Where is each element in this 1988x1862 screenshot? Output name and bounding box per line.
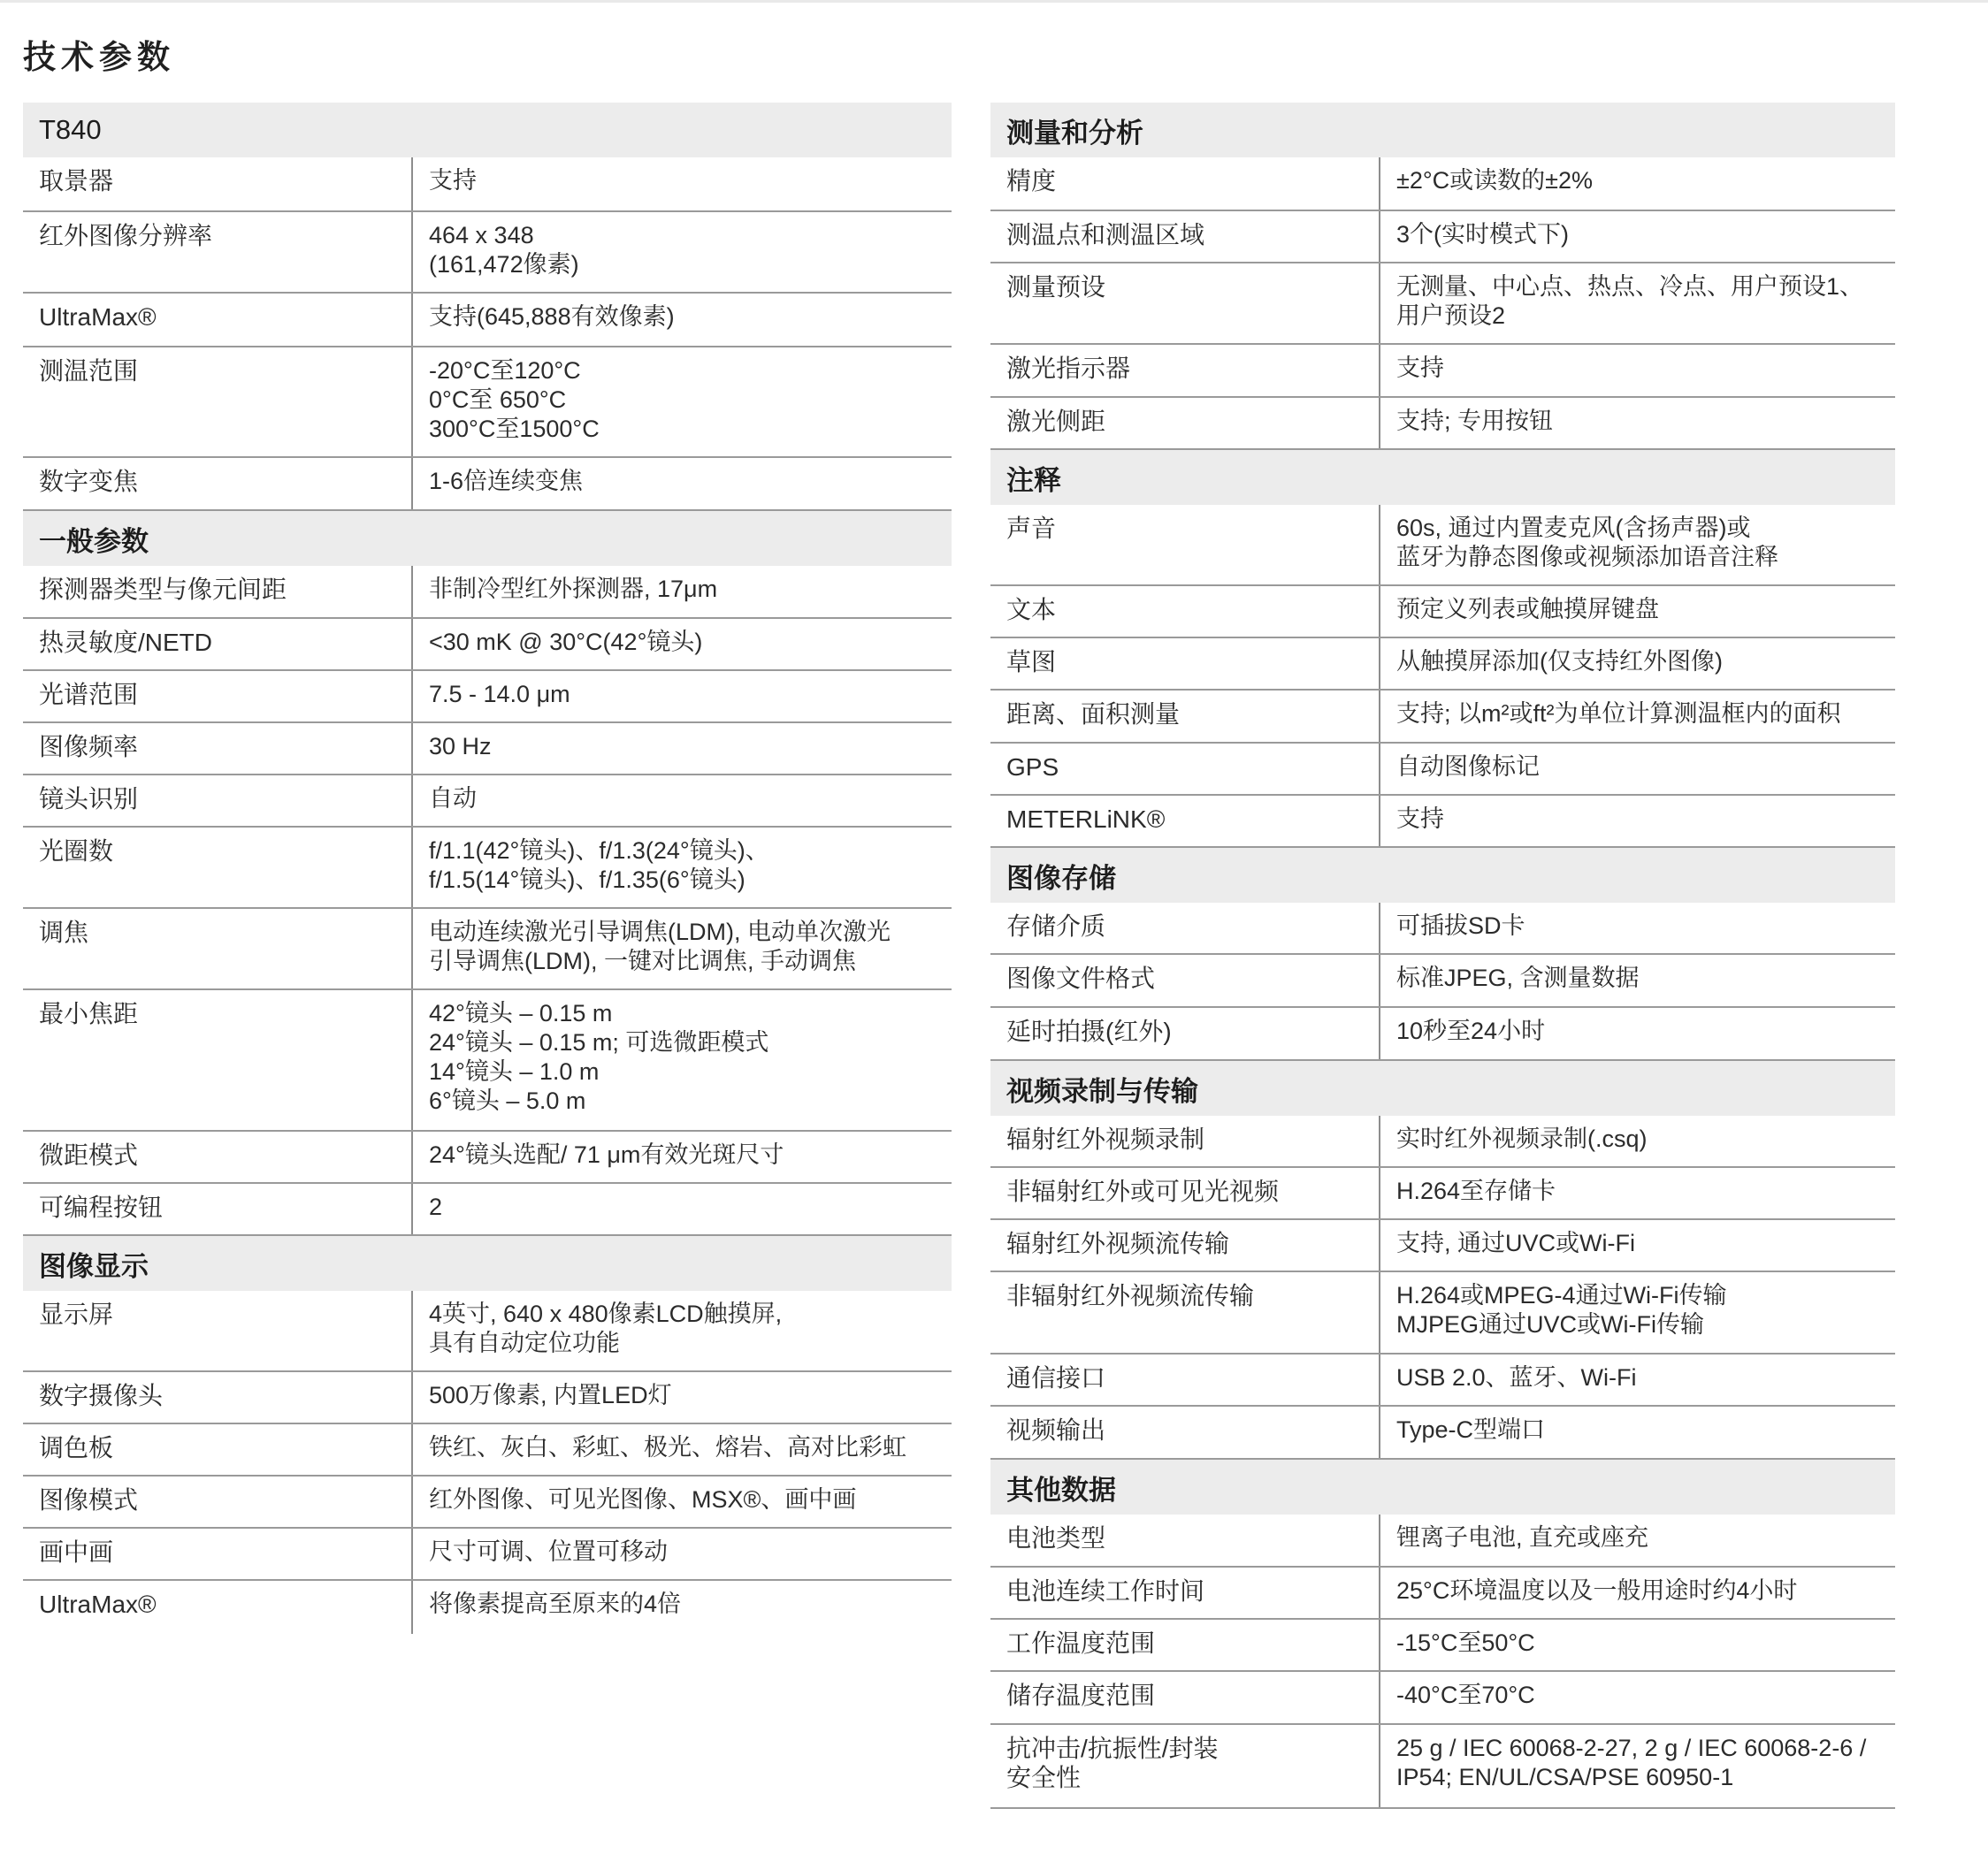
spec-row — [23, 671, 952, 723]
section-header: 图像存储 — [990, 848, 1895, 903]
spec-label: 电池连续工作时间 — [1006, 1577, 1205, 1605]
spec-row — [990, 263, 1895, 345]
spec-row — [23, 828, 952, 909]
spec-label: 精度 — [1006, 167, 1057, 195]
spec-label: 储存温度范围 — [1006, 1682, 1156, 1709]
spec-value: 实时红外视频录制(.csq) — [1379, 1116, 1895, 1166]
spec-label: 激光侧距 — [1006, 408, 1106, 435]
spec-value: 10秒至24小时 — [1379, 1008, 1895, 1059]
spec-label: 取景器 — [39, 167, 114, 195]
spec-label: 辐射红外视频录制 — [1006, 1126, 1205, 1153]
spec-label: 视频输出 — [1006, 1416, 1106, 1444]
spec-value: 非制冷型红外探测器, 17μm — [411, 566, 952, 617]
spec-value: 锂离子电池, 直充或座充 — [1379, 1515, 1895, 1566]
spec-value: 464 x 348 (161,472像素) — [411, 212, 952, 292]
spec-label: 存储介质 — [1006, 912, 1106, 940]
spec-row — [23, 1372, 952, 1424]
spec-value: -40°C至70°C — [1379, 1672, 1895, 1723]
spec-value: 支持(645,888有效像素) — [411, 294, 952, 346]
spec-value: 电动连续激光引导调焦(LDM), 电动单次激光 引导调焦(LDM), 一键对比调焦, 手动调焦 — [411, 909, 952, 988]
spec-value: 2 — [411, 1184, 952, 1234]
spec-row — [990, 1568, 1895, 1620]
section-header: 视频录制与传输 — [990, 1061, 1895, 1116]
spec-row — [990, 1008, 1895, 1061]
spec-row — [23, 1477, 952, 1529]
section-header: 注释 — [990, 450, 1895, 505]
spec-row — [990, 157, 1895, 211]
spec-label: 热灵敏度/NETD — [39, 629, 213, 656]
section-header: 其他数据 — [990, 1460, 1895, 1515]
spec-value: 500万像素, 内置LED灯 — [411, 1372, 952, 1423]
spec-row — [990, 638, 1895, 691]
spec-value: H.264或MPEG-4通过Wi-Fi传输 MJPEG通过UVC或Wi-Fi传输 — [1379, 1272, 1895, 1353]
spec-row — [990, 1515, 1895, 1568]
spec-label: 测温范围 — [39, 357, 139, 385]
spec-value: 支持; 以m²或ft²为单位计算测温框内的面积 — [1379, 691, 1895, 742]
spec-row — [23, 212, 952, 294]
spec-column-left — [23, 103, 952, 1634]
spec-label: 非辐射红外视频流传输 — [1006, 1282, 1255, 1309]
spec-row — [23, 909, 952, 990]
spec-label: 微距模式 — [39, 1141, 139, 1169]
spec-row — [23, 566, 952, 619]
spec-label: 工作温度范围 — [1006, 1629, 1156, 1657]
spec-label: 红外图像分辨率 — [39, 222, 213, 249]
spec-row — [990, 744, 1895, 796]
spec-label: 电池类型 — [1006, 1524, 1106, 1552]
spec-label: 图像文件格式 — [1006, 965, 1156, 992]
spec-label: 文本 — [1006, 596, 1057, 623]
spec-value: -20°C至120°C 0°C至 650°C 300°C至1500°C — [411, 347, 952, 456]
spec-row — [23, 1132, 952, 1184]
spec-label: 声音 — [1006, 515, 1057, 542]
spec-label: 测温点和测温区域 — [1006, 221, 1205, 248]
spec-label: 数字变焦 — [39, 468, 139, 495]
spec-value: 4英寸, 640 x 480像素LCD触摸屏, 具有自动定位功能 — [411, 1291, 952, 1370]
spec-value: -15°C至50°C — [1379, 1620, 1895, 1670]
spec-row — [990, 1272, 1895, 1355]
spec-value: 铁红、灰白、彩虹、极光、熔岩、高对比彩虹 — [411, 1424, 952, 1475]
spec-row — [23, 1581, 952, 1634]
page-title: 技术参数 — [23, 39, 175, 75]
spec-row — [990, 1168, 1895, 1220]
spec-value: 可插拔SD卡 — [1379, 903, 1895, 953]
spec-value: 自动 — [411, 775, 952, 826]
spec-value: Type-C型端口 — [1379, 1407, 1895, 1458]
spec-value: USB 2.0、蓝牙、Wi-Fi — [1379, 1355, 1895, 1405]
spec-row — [990, 398, 1895, 450]
spec-row — [23, 619, 952, 671]
spec-label: 草图 — [1006, 648, 1057, 675]
spec-row — [990, 1620, 1895, 1672]
spec-value: 25 g / IEC 60068-2-27, 2 g / IEC 60068-2-6 / IP54; EN/UL/CSA/PSE 60950-1 — [1379, 1725, 1895, 1807]
spec-value: 无测量、中心点、热点、冷点、用户预设1、 用户预设2 — [1379, 263, 1895, 343]
spec-row — [23, 1424, 952, 1477]
spec-row — [990, 1725, 1895, 1809]
spec-row — [990, 586, 1895, 638]
spec-value: 支持 — [1379, 345, 1895, 396]
spec-value: 将像素提高至原来的4倍 — [411, 1581, 952, 1634]
spec-row — [23, 723, 952, 775]
section-header: 一般参数 — [23, 511, 952, 566]
spec-label: 数字摄像头 — [39, 1382, 164, 1409]
spec-row — [23, 1529, 952, 1581]
spec-label: 探测器类型与像元间距 — [39, 576, 287, 603]
spec-value: 尺寸可调、位置可移动 — [411, 1529, 952, 1579]
spec-label: 非辐射红外或可见光视频 — [1006, 1178, 1280, 1205]
spec-value: <30 mK @ 30°C(42°镜头) — [411, 619, 952, 669]
spec-row — [23, 1184, 952, 1236]
spec-value: 42°镜头 – 0.15 m 24°镜头 – 0.15 m; 可选微距模式 14°镜头 – 1.0 m 6°镜头 – 5.0 m — [411, 990, 952, 1130]
spec-value: 支持 — [411, 157, 952, 210]
spec-value: 支持, 通过UVC或Wi-Fi — [1379, 1220, 1895, 1271]
spec-label: 可编程按钮 — [39, 1194, 164, 1221]
spec-label: GPS — [1006, 753, 1059, 781]
spec-row — [990, 1355, 1895, 1407]
spec-row — [23, 294, 952, 347]
spec-label: 调色板 — [39, 1434, 114, 1461]
spec-value: 从触摸屏添加(仅支持红外图像) — [1379, 638, 1895, 689]
spec-value: ±2°C或读数的±2% — [1379, 157, 1895, 210]
spec-value: 支持; 专用按钮 — [1379, 398, 1895, 448]
spec-label: 最小焦距 — [39, 1000, 139, 1027]
spec-label: METERLiNK® — [1006, 805, 1166, 833]
spec-label: 显示屏 — [39, 1301, 114, 1328]
spec-row — [990, 1407, 1895, 1460]
spec-value: 30 Hz — [411, 723, 952, 774]
spec-value: 红外图像、可见光图像、MSX®、画中画 — [411, 1477, 952, 1527]
spec-row — [23, 347, 952, 458]
spec-row — [990, 1672, 1895, 1725]
spec-row — [23, 990, 952, 1132]
spec-label: 光圈数 — [39, 837, 114, 865]
spec-row — [990, 505, 1895, 586]
spec-label: 辐射红外视频流传输 — [1006, 1230, 1230, 1257]
spec-value: H.264至存储卡 — [1379, 1168, 1895, 1218]
spec-row — [990, 1116, 1895, 1168]
spec-value: 60s, 通过内置麦克风(含扬声器)或 蓝牙为静态图像或视频添加语音注释 — [1379, 505, 1895, 584]
spec-value: 支持 — [1379, 796, 1895, 846]
spec-value: 预定义列表或触摸屏键盘 — [1379, 586, 1895, 637]
spec-column-right — [990, 103, 1895, 1809]
spec-value: 7.5 - 14.0 μm — [411, 671, 952, 721]
spec-label: 距离、面积测量 — [1006, 700, 1181, 728]
spec-label: UltraMax® — [39, 1591, 157, 1618]
spec-value: 3个(实时模式下) — [1379, 211, 1895, 262]
section-header: 测量和分析 — [990, 103, 1895, 157]
spec-row — [990, 903, 1895, 955]
spec-value: 25°C环境温度以及一般用途时约4小时 — [1379, 1568, 1895, 1618]
spec-value: 自动图像标记 — [1379, 744, 1895, 794]
spec-row — [23, 775, 952, 828]
spec-label: 激光指示器 — [1006, 355, 1131, 382]
spec-label: 图像模式 — [39, 1486, 139, 1514]
spec-row — [23, 157, 952, 212]
spec-value: 标准JPEG, 含测量数据 — [1379, 955, 1895, 1006]
spec-value: f/1.1(42°镜头)、f/1.3(24°镜头)、 f/1.5(14°镜头)、f/1.35(6°镜头) — [411, 828, 952, 907]
spec-label: UltraMax® — [39, 303, 157, 331]
spec-label: 调焦 — [39, 919, 89, 946]
spec-label: 画中画 — [39, 1538, 114, 1566]
spec-value: 24°镜头选配/ 71 μm有效光斑尺寸 — [411, 1132, 952, 1182]
spec-label: 镜头识别 — [39, 785, 139, 813]
section-header: 图像显示 — [23, 1236, 952, 1291]
spec-row — [23, 458, 952, 511]
spec-label: 光谱范围 — [39, 681, 139, 708]
spec-label: 图像频率 — [39, 733, 139, 760]
spec-value: 1-6倍连续变焦 — [411, 458, 952, 509]
spec-label: 测量预设 — [1006, 273, 1106, 301]
spec-label: 抗冲击/抗振性/封装 安全性 — [1006, 1735, 1219, 1791]
spec-row — [990, 691, 1895, 744]
spec-row — [990, 211, 1895, 263]
section-header: T840 — [23, 103, 952, 157]
spec-row — [990, 1220, 1895, 1272]
top-rule — [0, 0, 1988, 3]
spec-row — [23, 1291, 952, 1372]
spec-row — [990, 345, 1895, 398]
spec-label: 延时拍摄(红外) — [1006, 1018, 1172, 1045]
spec-row — [990, 796, 1895, 848]
spec-row — [990, 955, 1895, 1008]
spec-label: 通信接口 — [1006, 1364, 1106, 1392]
